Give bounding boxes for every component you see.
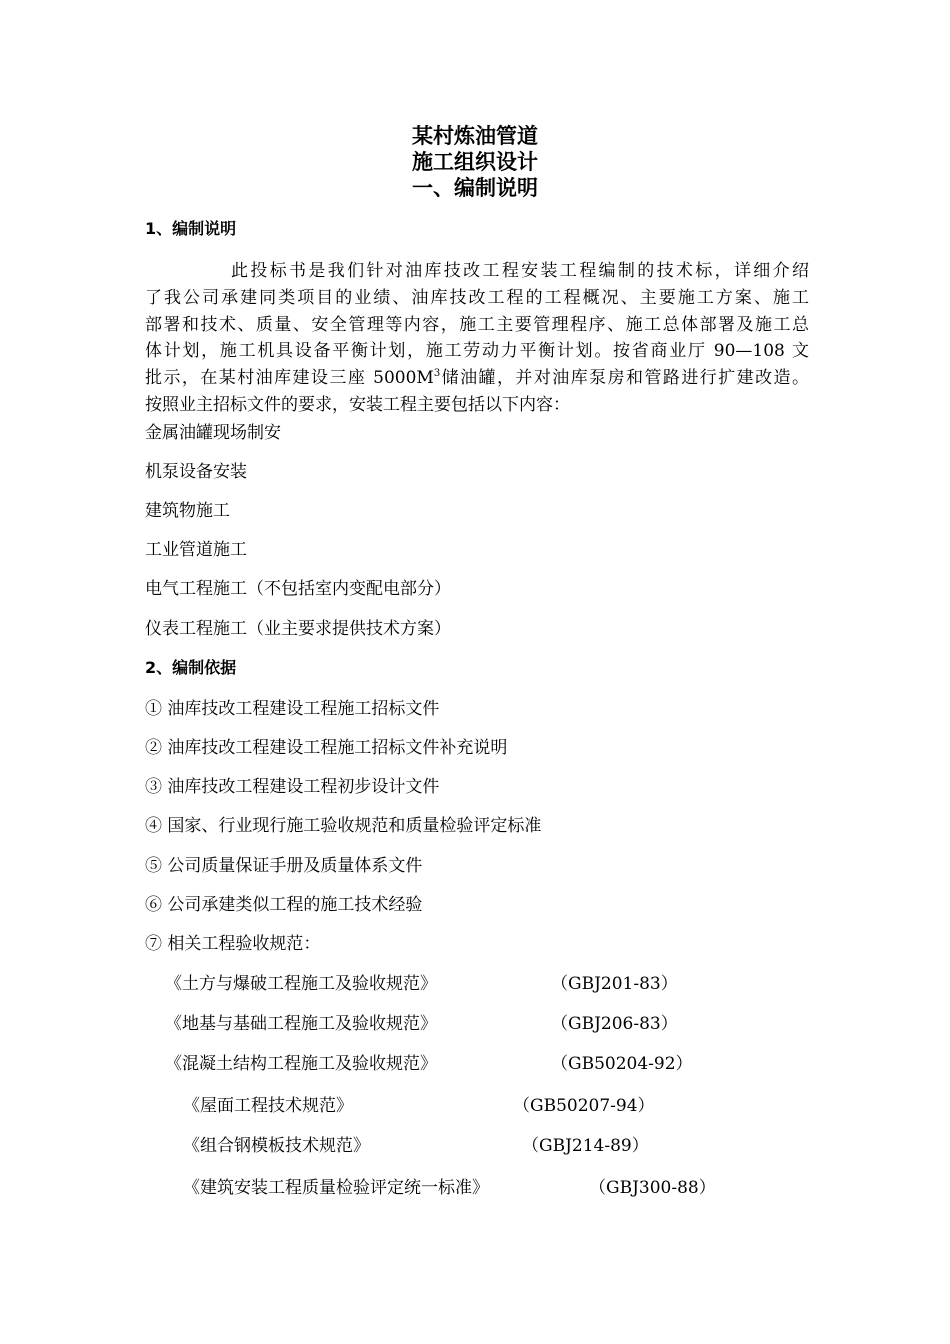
intro-line: 此投标书是我们针对油库技改工程安装工程编制的技术标，详细介绍 — [231, 261, 809, 281]
intro-line: 体计划，施工机具设备平衡计划，施工劳动力平衡计划。按省商业厅 90—108 文 — [145, 341, 809, 362]
scope-item: 仪表工程施工（业主要求提供技术方案） — [145, 619, 451, 639]
basis-item: ⑦ 相关工程验收规范： — [145, 934, 321, 954]
scope-item: 工业管道施工 — [145, 540, 247, 560]
intro-line — [145, 365, 809, 392]
scope-item: 金属油罐现场制安 — [145, 423, 281, 443]
basis-item: ② 油库技改工程建设工程施工招标文件补充说明 — [145, 738, 508, 758]
standard-name: 《建筑安装工程质量检验评定统一标准》 — [183, 1178, 489, 1198]
scope-item: 建筑物施工 — [145, 501, 230, 521]
standard-name: 《地基与基础工程施工及验收规范》 — [165, 1014, 437, 1034]
basis-item: ① 油库技改工程建设工程施工招标文件 — [145, 699, 440, 719]
intro-line-5-post: 储油罐，并对油库泵房和管路进行扩建改造。 — [440, 368, 810, 389]
standard-name: 《混凝土结构工程施工及验收规范》 — [165, 1054, 437, 1074]
basis-item: ⑥ 公司承建类似工程的施工技术经验 — [145, 895, 423, 915]
section-2-heading: 2、编制依据 — [145, 658, 237, 677]
standard-code: （GBJ214-89） — [522, 1136, 649, 1156]
standard-name: 《屋面工程技术规范》 — [183, 1096, 353, 1116]
doc-title-line-1: 某村炼油管道 — [412, 124, 538, 148]
standard-code: （GBJ201-83） — [551, 974, 678, 994]
standard-code: （GBJ300-88） — [589, 1178, 716, 1198]
doc-title-line-2: 施工组织设计 — [412, 150, 538, 174]
intro-line: 了我公司承建同类项目的业绩、油库技改工程的工程概况、主要施工方案、施工 — [145, 287, 809, 308]
standard-code: （GB50204-92） — [551, 1054, 693, 1074]
standard-code: （GB50207-94） — [513, 1096, 655, 1116]
doc-title-line-3: 一、编制说明 — [412, 176, 538, 200]
intro-line-5-pre: 批示，在某村油库建设三座 5000M — [145, 368, 434, 389]
intro-line: 按照业主招标文件的要求，安装工程主要包括以下内容： — [145, 394, 570, 415]
superscript-3: 3 — [433, 368, 441, 380]
scope-item: 机泵设备安装 — [145, 462, 247, 482]
basis-item: ④ 国家、行业现行施工验收规范和质量检验评定标准 — [145, 816, 542, 836]
basis-item: ⑤ 公司质量保证手册及质量体系文件 — [145, 856, 423, 876]
section-1-heading: 1、编制说明 — [145, 219, 237, 238]
scope-item: 电气工程施工（不包括室内变配电部分） — [145, 579, 451, 599]
standard-code: （GBJ206-83） — [551, 1014, 678, 1034]
intro-line: 部署和技术、质量、安全管理等内容，施工主要管理程序、施工总体部署及施工总 — [145, 314, 809, 335]
standard-name: 《组合钢模板技术规范》 — [183, 1136, 370, 1156]
intro-paragraph — [145, 258, 809, 419]
standard-name: 《土方与爆破工程施工及验收规范》 — [165, 974, 437, 994]
basis-item: ③ 油库技改工程建设工程初步设计文件 — [145, 777, 440, 797]
